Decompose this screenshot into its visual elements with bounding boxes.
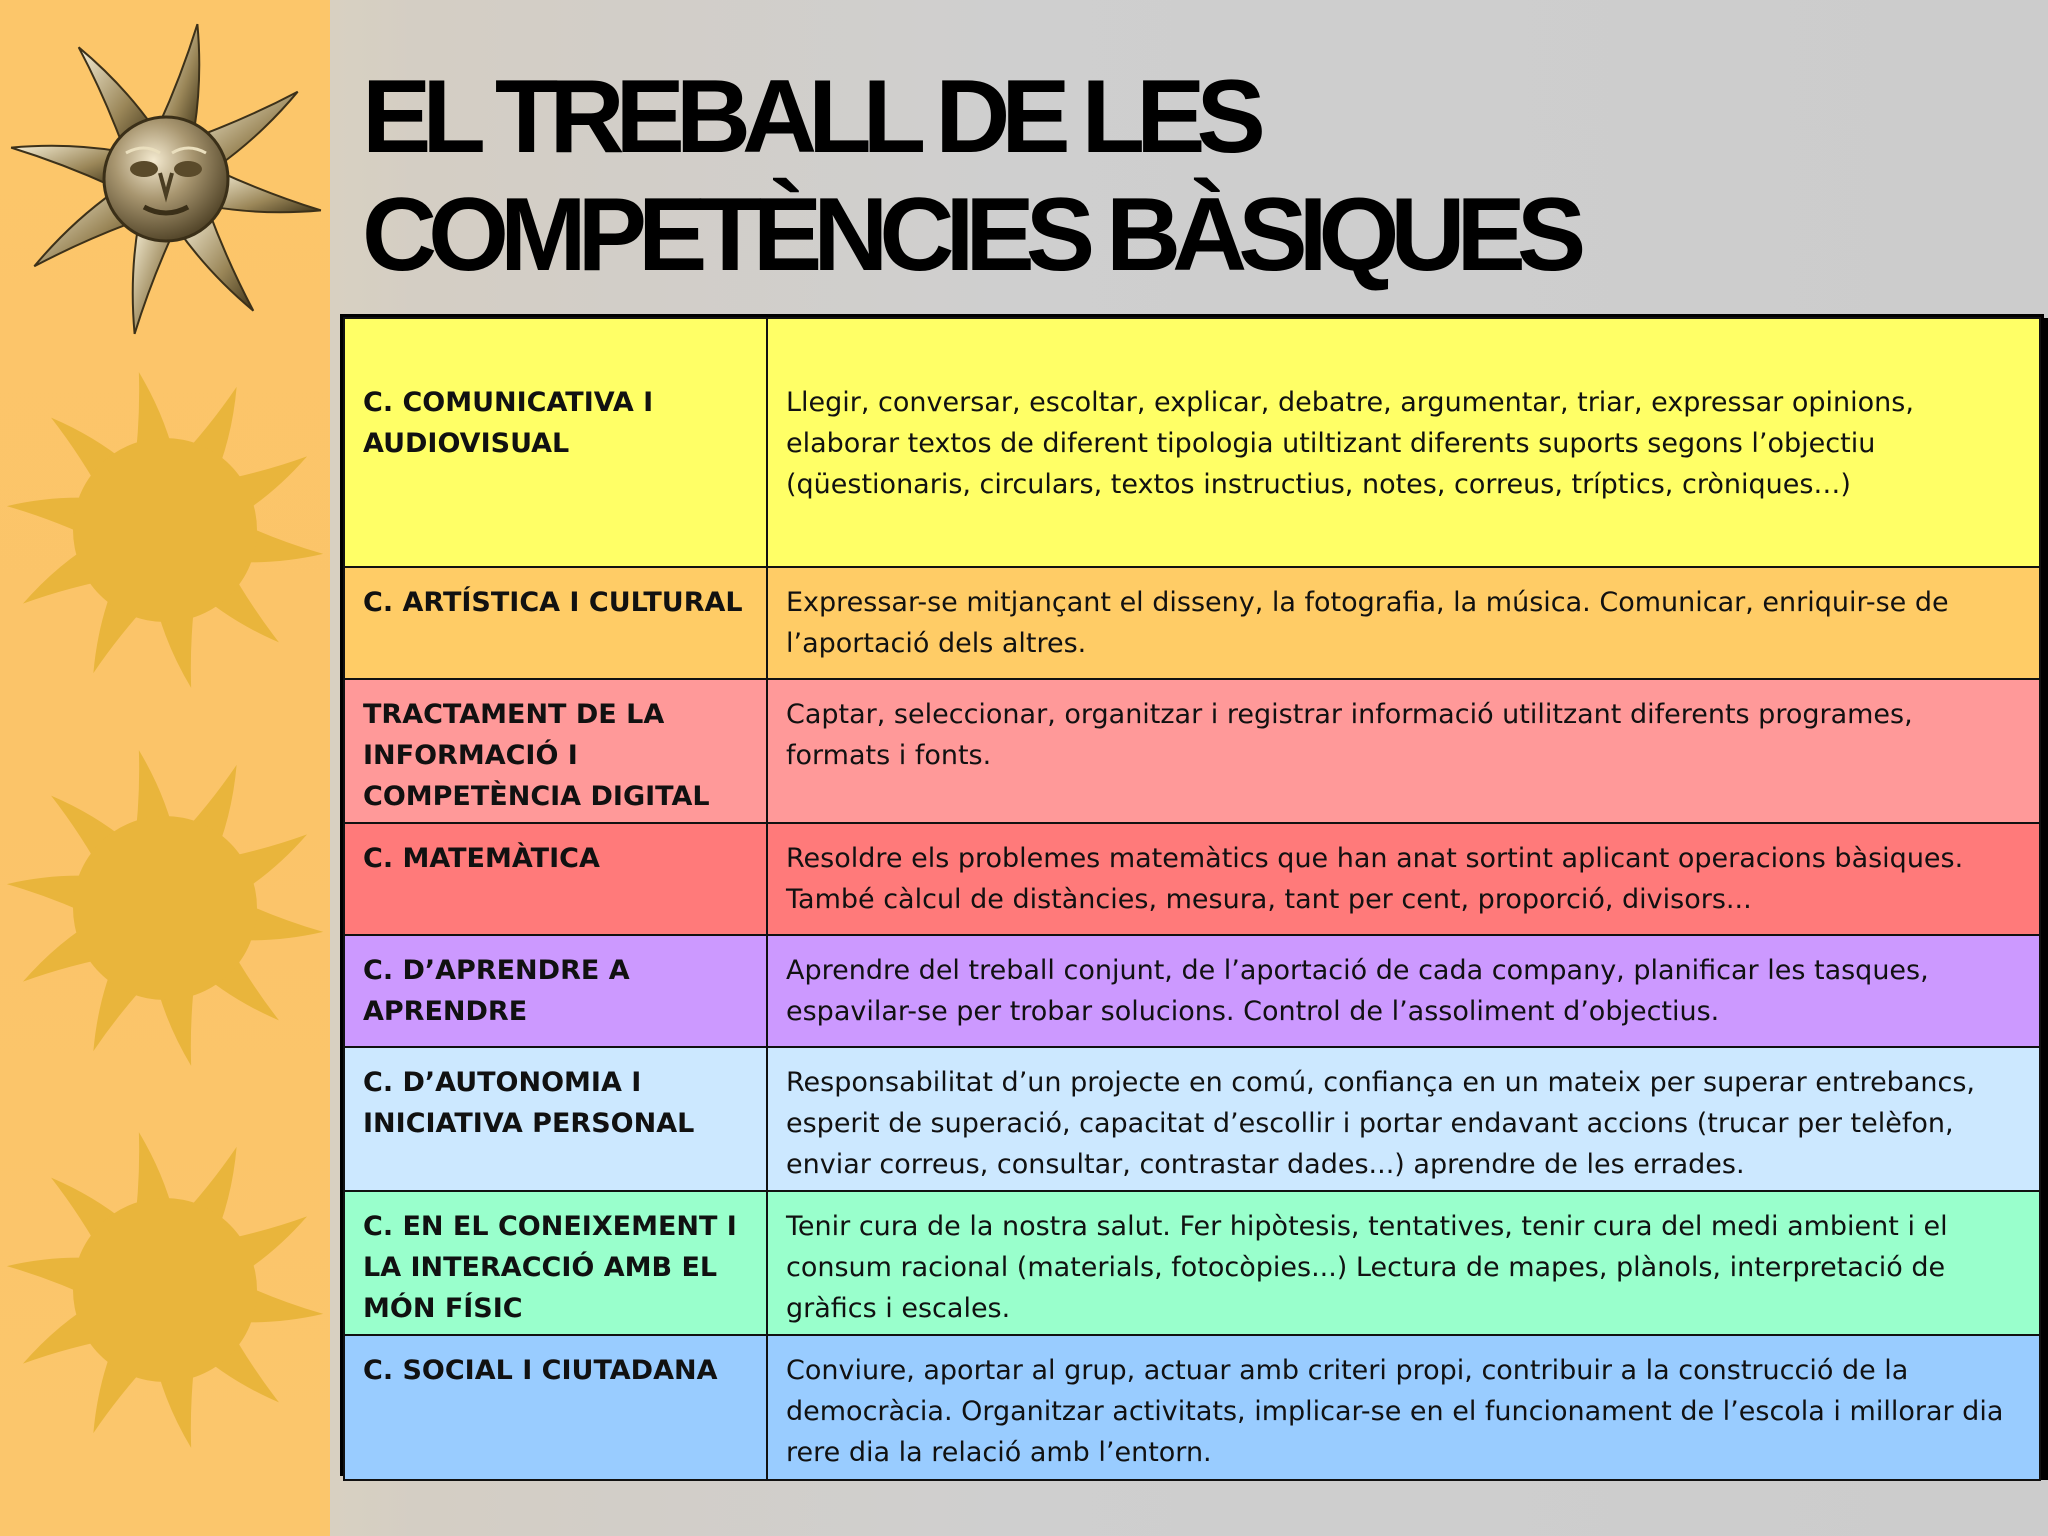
competency-name: C. MATEMÀTICA [344,823,767,935]
competency-description: Conviure, aportar al grup, actuar amb criteri propi, contribuir a la construcció de la democràcia. Organitzar activitats, implicar-se en el funcionament de l’escola i millorar dia rere dia la relació amb l’entorn. [767,1335,2040,1480]
competency-description: Resoldre els problemes matemàtics que han anat sortint aplicant operacions bàsiques. També càlcul de distàncies, mesura, tant per cent, proporció, divisors... [767,823,2040,935]
competency-description: Llegir, conversar, escoltar, explicar, debatre, argumentar, triar, expressar opinions, elaborar textos de diferent tipologia utiltizant diferents suports segons l’objectiu (qüestionaris, circulars, textos instructius, notes, correus, tríptics, cròniques…) [767,318,2040,567]
competency-name: C. D’APRENDRE A APRENDRE [344,935,767,1047]
sun-icon [0,1120,330,1460]
competency-name: C. COMUNICATIVA I AUDIOVISUAL [344,318,767,567]
decorative-side-strip [0,0,330,1536]
slide-title-line-1: EL TREBALL DE LES [362,59,1257,175]
table-row [344,318,2040,567]
competency-name: C. SOCIAL I CIUTADANA [344,1335,767,1480]
table-row [344,1047,2040,1191]
competency-description: Captar, seleccionar, organitzar i registrar informació utilitzant diferents programes, formats i fonts. [767,679,2040,823]
competency-description: Aprendre del treball conjunt, de l’aportació de cada company, planificar les tasques, espavilar-se per trobar solucions. Control de l’assoliment d’objectius. [767,935,2040,1047]
slide-title [362,58,2002,294]
slide-title-line-2: COMPETÈNCIES BÀSIQUES [362,177,1578,293]
sun-icon [0,738,330,1078]
competency-name: C. D’AUTONOMIA I INICIATIVA PERSONAL [344,1047,767,1191]
metal-sun-face-icon [4,14,328,344]
competencies-table [340,314,2044,1476]
competency-name: TRACTAMENT DE LA INFORMACIÓ I COMPETÈNCIA DIGITAL [344,679,767,823]
table-row [344,935,2040,1047]
table-row [344,679,2040,823]
competency-name: C. ARTÍSTICA I CULTURAL [344,567,767,679]
competency-description: Expressar-se mitjançant el disseny, la fotografia, la música. Comunicar, enriquir-se de l’aportació dels altres. [767,567,2040,679]
table-row [344,567,2040,679]
sun-icon [0,360,330,700]
competency-description: Responsabilitat d’un projecte en comú, confiança en un mateix per superar entrebancs, esperit de superació, capacitat d’escollir i portar endavant accions (trucar per telèfon, enviar correus, consultar, contrastar dades...) aprendre de les errades. [767,1047,2040,1191]
competency-name: C. EN EL CONEIXEMENT I LA INTERACCIÓ AMB EL MÓN FÍSIC [344,1191,767,1335]
table-row [344,823,2040,935]
table-row [344,1335,2040,1480]
table-row [344,1191,2040,1335]
competency-description: Tenir cura de la nostra salut. Fer hipòtesis, tentatives, tenir cura del medi ambient i el consum racional (materials, fotocòpies...) Lectura de mapes, plànols, interpretació de gràfics i escales. [767,1191,2040,1335]
